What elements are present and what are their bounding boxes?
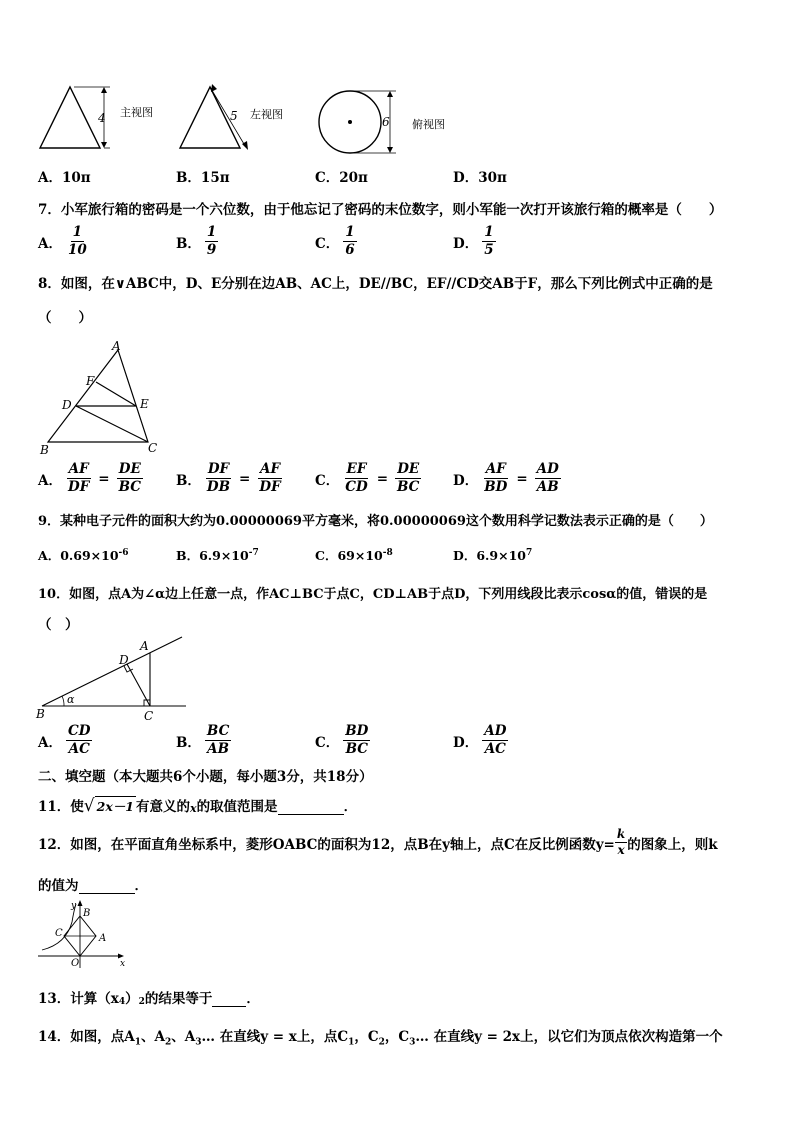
- label-a: A: [140, 639, 149, 653]
- q10-text: 10．如图，点A为∠α边上任意一点，作AC⊥BC于点C，CD⊥AB于点D，下列用线段比表示cosα的值，错误的是: [38, 587, 708, 602]
- q7-text: 7．小军旅行箱的密码是一个六位数，由于他忘记了密码的末位数字，则小军能一次打开该旅行箱的概率是（ ）: [38, 202, 723, 218]
- top-view-label: 俯视图: [412, 118, 445, 131]
- label-a: A: [99, 933, 107, 944]
- q13-answer-blank[interactable]: [212, 992, 246, 1007]
- label-a: A: [112, 340, 121, 353]
- q11-answer-blank[interactable]: [278, 800, 344, 815]
- front-view-triangle: [40, 87, 100, 148]
- q10-option-b[interactable]: B． $\frac{BC}{AB}$: [176, 723, 230, 757]
- top-dim-label: 6: [382, 115, 390, 129]
- q7-option-c[interactable]: C． $\frac{1}{6}$: [315, 224, 355, 258]
- q8-option-d[interactable]: D． $\frac{AF}{BD}$ = $\frac{AD}{AB}$: [453, 461, 559, 495]
- label-alpha: α: [67, 693, 75, 706]
- q6-three-views-figure: [30, 82, 500, 162]
- section2-heading: 二、填空题（本大题共6个小题，每小题3分，共18分）: [38, 769, 373, 785]
- q13-text: 13．计算（x $_4$ ） $_2$ 的结果等于 ．: [38, 991, 260, 1007]
- label-d: D: [62, 398, 72, 412]
- q10-option-a[interactable]: A． $\frac{CD}{AC}$: [38, 723, 91, 757]
- q12-line2: 的值为 ．: [38, 878, 148, 894]
- q8-text: 8．如图，在∨ABC中，D、E分别在边AB、AC上，DE//BC，EF//CD交AB于F，那么下列比例式中正确的是: [38, 276, 713, 292]
- front-dim-label: 4: [98, 111, 106, 125]
- q8-triangle-figure: [36, 340, 166, 458]
- q6-option-b[interactable]: B．15π: [176, 170, 230, 186]
- q10-option-d[interactable]: D． $\frac{AD}{AC}$: [453, 723, 507, 757]
- q10-paren: （ ）: [38, 617, 79, 633]
- sqrt-expression: √ 2x－1: [83, 796, 134, 816]
- label-b: B: [36, 707, 45, 721]
- left-view-label: 左视图: [250, 108, 283, 121]
- q10-option-c[interactable]: C． $\frac{BD}{BC}$: [315, 723, 369, 757]
- q8-option-c[interactable]: C． $\frac{EF}{CD}$ = $\frac{DE}{BC}$: [315, 461, 420, 495]
- q11-text: 11．使 √ 2x－1 有意义的 x 的取值范围是 ．: [38, 796, 358, 816]
- label-e: E: [140, 397, 149, 411]
- q14-text: 14．如图，点$A_1$、$A_2$、$A_3\dots$ 在直线y = x上，点$C_1$，$C_2$，$C_3\dots$ 在直线y = 2x上，以它们为顶点依次构造第一个: [38, 1029, 723, 1048]
- q8-paren: （ ）: [38, 310, 92, 326]
- q12-rhombus-figure: [36, 898, 132, 970]
- q12-line1: 12．如图，在平面直角坐标系中，菱形OABC的面积为12，点B在y轴上，点C在反比例函数y= $\frac{k}{x}$ 的图象上，则k: [38, 827, 718, 857]
- q9-text: 9．某种电子元件的面积大约为0.00000069平方毫米，将0.00000069这个数用科学记数法表示正确的是（ ）: [38, 514, 713, 529]
- label-y: y: [71, 901, 77, 911]
- front-view-label: 主视图: [120, 106, 153, 119]
- q9-option-d[interactable]: D．$6.9\times 10^7$: [453, 547, 533, 563]
- label-b: B: [83, 908, 91, 919]
- label-c: C: [55, 928, 63, 939]
- q8-option-a[interactable]: A． $\frac{AF}{DF}$ = $\frac{DE}{BC}$: [38, 461, 141, 495]
- segment-dc: [76, 406, 148, 442]
- q6-option-c[interactable]: C．20π: [315, 170, 368, 186]
- triangle-abc: [48, 350, 148, 442]
- q7-option-d[interactable]: D． $\frac{1}{5}$: [453, 224, 494, 258]
- q8-option-b[interactable]: B． $\frac{DF}{DB}$ = $\frac{AF}{DF}$: [176, 461, 281, 495]
- label-c: C: [148, 441, 158, 455]
- label-x: x: [120, 959, 126, 969]
- q6-option-d[interactable]: D．30π: [453, 170, 507, 186]
- label-b: B: [40, 443, 49, 457]
- q7-option-a[interactable]: A． $\frac{1}{10}$: [38, 224, 87, 258]
- q9-option-a[interactable]: A．$0.69\times 10^{-6}$: [38, 547, 129, 563]
- q12-answer-blank[interactable]: [79, 879, 135, 894]
- left-dim-label: 5: [230, 109, 238, 123]
- q10-angle-figure: [34, 634, 194, 722]
- q9-option-c[interactable]: C．$69\times 10^{-8}$: [315, 547, 393, 563]
- ray-ba: [42, 637, 182, 706]
- q7-option-b[interactable]: B． $\frac{1}{9}$: [176, 224, 217, 258]
- label-c: C: [144, 709, 154, 722]
- label-f: F: [86, 374, 95, 388]
- q6-option-a[interactable]: A．10π: [38, 170, 91, 186]
- q9-option-b[interactable]: B．$6.9\times 10^{-7}$: [176, 547, 259, 563]
- label-d: D: [119, 653, 129, 667]
- label-o: O: [71, 958, 80, 969]
